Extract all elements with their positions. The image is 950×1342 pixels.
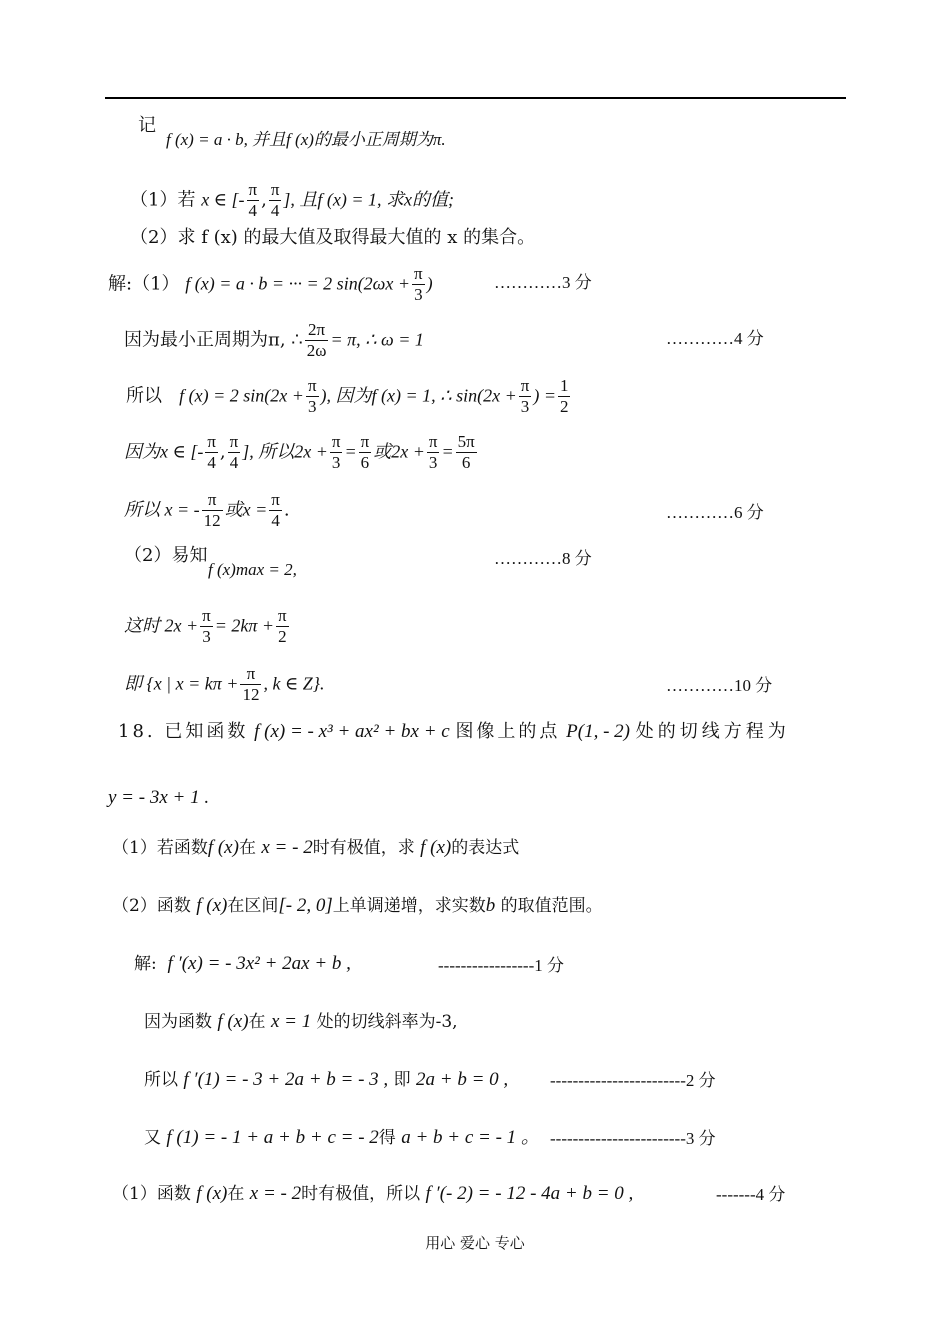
solution2-line2: 这时 2x + $\frac{\pi}{3}$ = 2kπ + $\frac{\pi}{2}$ xyxy=(124,606,287,646)
frac-1-2: $\frac{1}{2}$ xyxy=(559,376,569,416)
intro-formula: f (x) = a · b, 并且f (x)的最小正周期为π. xyxy=(166,130,446,149)
solution1-line3: 所以 f (x) = 2 sin(2x + $\frac{\pi}{3}$ ), 因为f (x) = 1, ∴ sin(2x + $\frac{\pi}{3}$ ) = $\frac{1}{2}$ xyxy=(126,376,569,416)
frac-pi-4: $\frac{\pi}{4}$ xyxy=(207,432,216,472)
solution1-line1: 解:（1） f (x) = a · b = ··· = 2 sin(2ωx + $\frac{\pi}{3}$ ) xyxy=(108,264,433,304)
score-10: …………10 分 xyxy=(666,676,773,695)
score-8: …………8 分 xyxy=(494,549,592,568)
p18-q2: （2）函数 f (x)在区间[- 2, 0]上单调递增，求实数b 的取值范围。 xyxy=(112,895,603,916)
solution2-max: f (x)max = 2, xyxy=(208,560,297,579)
part2-line xyxy=(130,226,535,250)
part2-text: f (x) 的最大值及取得最大值的 x 的集合。 xyxy=(201,227,536,248)
frac-5pi-6: $\frac{5\pi}{6}$ xyxy=(457,432,475,472)
sol-label: 解:（1） xyxy=(108,273,180,295)
solution2-line3: 即 {x | x = kπ + $\frac{\pi}{12}$ , k ∈ Z}. xyxy=(124,664,325,704)
p18-score-2: ------------------------2 分 xyxy=(550,1071,716,1090)
p18-score-1: -----------------1 分 xyxy=(438,956,564,975)
frac-pi-4: $\frac{\pi}{4}$ xyxy=(271,490,280,530)
frac-pi-3: $\frac{\pi}{3}$ xyxy=(331,432,341,472)
frac-pi-6: $\frac{\pi}{6}$ xyxy=(360,432,370,472)
part1-text-b: ], 且f (x) = 1, 求x的值; xyxy=(283,189,455,210)
frac-pi-12: $\frac{\pi}{12}$ xyxy=(203,490,221,530)
p18-stem-line2: y = - 3x + 1 . xyxy=(108,787,210,808)
score-4: …………4 分 xyxy=(666,329,764,348)
p18-sol5: （1）函数 f (x)在 x = - 2时有极值，所以 f ′(- 2) = - 12 - 4a + b = 0 , xyxy=(112,1183,634,1204)
solution1-line2: 因为最小正周期为π, ∴ $\frac{2\pi}{2\omega}$ = π, ∴ ω = 1 xyxy=(124,320,424,360)
score-6: …………6 分 xyxy=(666,503,764,522)
header-rule xyxy=(105,97,846,99)
frac-pi-4: $\frac{\pi}{4}$ xyxy=(248,180,258,220)
frac-2pi-2omega: $\frac{2\pi}{2\omega}$ xyxy=(306,320,327,360)
part1-label: （1）若 xyxy=(130,189,196,211)
frac-pi-4: $\frac{\pi}{4}$ xyxy=(229,432,239,472)
page-footer: 用心 爱心 专心 xyxy=(425,1234,525,1252)
intro-prefix: 记 xyxy=(138,115,156,136)
p18-sol2: 因为函数 f (x)在 x = 1 处的切线斜率为-3, xyxy=(144,1011,458,1032)
p18-q1: （1）若函数f (x)在 x = - 2时有极值，求 f (x)的表达式 xyxy=(112,837,520,858)
part1-line: （1）若 x ∈ [- $\frac{\pi}{4}$ , $\frac{\pi}{4}$ ], 且f (x) = 1, 求x的值; xyxy=(130,180,455,220)
p18-sol1: 解: f ′(x) = - 3x² + 2ax + b , xyxy=(134,953,351,974)
part2-label: （2）求 xyxy=(130,227,196,248)
frac-pi-3: $\frac{\pi}{3}$ xyxy=(520,376,530,416)
frac-pi-3: $\frac{\pi}{3}$ xyxy=(414,264,423,304)
frac-pi-12: $\frac{\pi}{12}$ xyxy=(242,664,260,704)
score-3: …………3 分 xyxy=(494,273,592,292)
solution1-line5: 所以 x = - $\frac{\pi}{12}$ 或x = $\frac{\pi}{4}$ . xyxy=(124,490,290,530)
frac-pi-2: $\frac{\pi}{2}$ xyxy=(278,606,287,646)
p18-score-3: ------------------------3 分 xyxy=(550,1129,716,1148)
p18-sol4: 又 f (1) = - 1 + a + b + c = - 2得 a + b + c = - 1 。 xyxy=(144,1127,540,1148)
frac-pi-3: $\frac{\pi}{3}$ xyxy=(202,606,211,646)
p18-sol3: 所以 f ′(1) = - 3 + 2a + b = - 3 , 即 2a + b = 0 , xyxy=(144,1069,509,1090)
solution2-label: （2）易知 xyxy=(124,545,208,566)
p18-stem-line1: 18. 已知函数 f (x) = - x³ + ax² + bx + c 图像上的点 P(1, - 2) 处的切线方程为 xyxy=(118,721,790,742)
frac-pi-3: $\frac{\pi}{3}$ xyxy=(428,432,438,472)
p18-score-4: -------4 分 xyxy=(716,1185,786,1204)
part1-text-a: x ∈ [- xyxy=(201,189,245,210)
frac-pi-4: $\frac{\pi}{4}$ xyxy=(270,180,280,220)
frac-pi-3: $\frac{\pi}{3}$ xyxy=(307,376,317,416)
solution1-line4: 因为x ∈ [- $\frac{\pi}{4}$ , $\frac{\pi}{4}$ ], 所以2x + $\frac{\pi}{3}$ = $\frac{\pi}{6}$ 或2x + $\frac{\pi}{3}$ = $\frac{5\pi}{6}$ xyxy=(124,432,475,472)
